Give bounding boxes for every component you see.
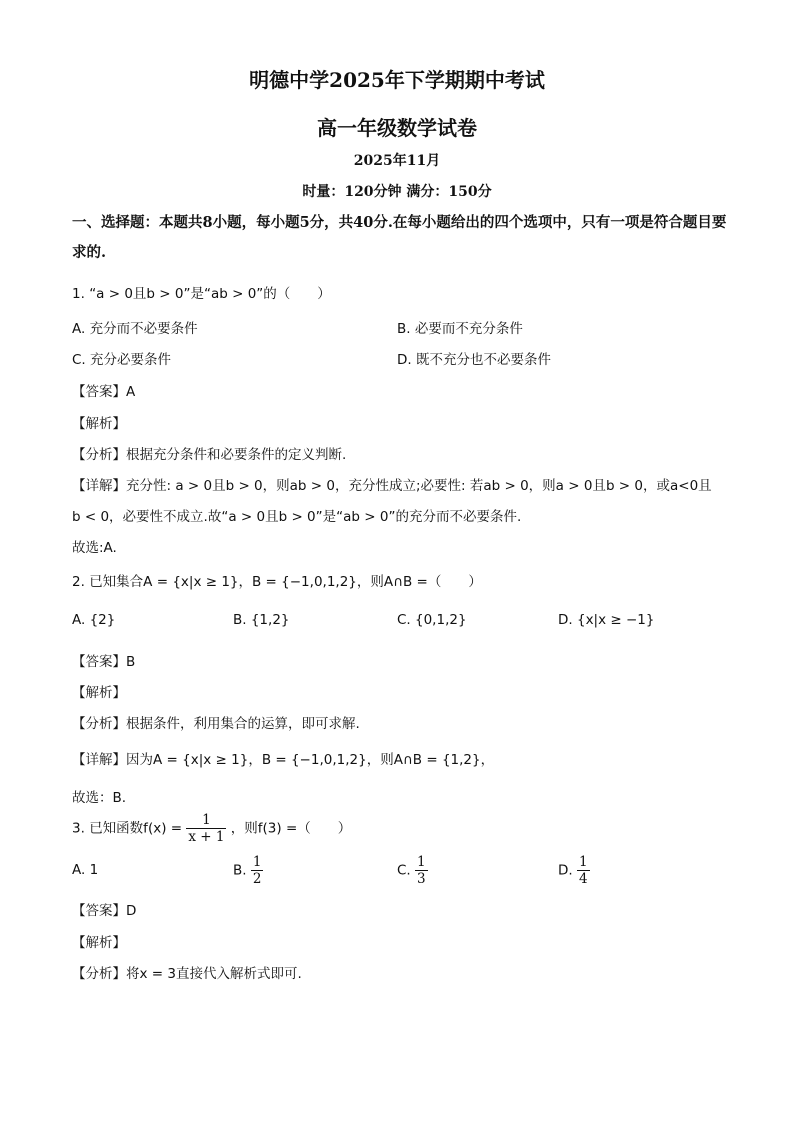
q3-option-d-label: D.	[558, 862, 573, 879]
q2-choose: 故选：B.	[72, 790, 127, 806]
q2-analysis-label: 【解析】	[72, 685, 126, 701]
question-1-text: “a > 0且b > 0”是“ab > 0”的（ ）	[89, 286, 331, 302]
question-3-stem	[72, 812, 351, 845]
exam-subtitle: 高一年级数学试卷	[317, 116, 477, 140]
q3-option-b-fraction	[251, 854, 264, 887]
q1-fenxi: 【分析】根据充分条件和必要条件的定义判断.	[72, 447, 347, 463]
q3-option-b	[233, 854, 263, 887]
fraction-numerator: 1	[417, 854, 426, 870]
q2-fenxi: 【分析】根据条件，利用集合的运算，即可求解.	[72, 716, 360, 732]
q2-option-a: A. {2}	[72, 612, 116, 628]
q3-analysis-label: 【解析】	[72, 935, 126, 951]
fraction-numerator: 1	[252, 854, 262, 870]
q2-answer: 【答案】B	[72, 654, 136, 670]
question-1-stem	[72, 282, 331, 302]
q2-option-c: C. {0,1,2}	[397, 612, 467, 628]
fraction-denominator: 3	[417, 871, 426, 887]
q2-option-b: B. {1,2}	[233, 612, 290, 628]
question-3-prefix: 已知函数f(x) =	[89, 820, 183, 837]
q1-choose: 故选:A.	[72, 540, 117, 556]
q1-option-b: B. 必要而不充分条件	[397, 321, 523, 337]
q3-option-b-label: B.	[233, 862, 247, 879]
fraction-denominator: 4	[578, 871, 588, 887]
q3-option-c-label: C.	[397, 862, 411, 879]
exam-title: 明德中学2025年下学期期中考试	[249, 68, 545, 92]
q3-answer: 【答案】D	[72, 903, 137, 919]
section-heading: 一、选择题：本题共8小题，每小题5分，共40分.在每小题给出的四个选项中，只有一项是符合题目要求的.	[72, 214, 727, 261]
question-3-number: 3.	[72, 820, 85, 837]
q2-option-d: D. {x|x ≥ −1}	[558, 612, 655, 628]
q3-option-d-fraction	[577, 854, 590, 887]
q1-option-c: C. 充分必要条件	[72, 352, 172, 368]
q3-option-a: A. 1	[72, 862, 99, 878]
q1-option-a: A. 充分而不必要条件	[72, 321, 198, 337]
exam-date: 2025年11月	[353, 153, 441, 169]
fraction-numerator: 1	[186, 812, 226, 829]
fraction-denominator: x + 1	[188, 829, 225, 845]
exam-time-score: 时量：120分钟 满分：150分	[302, 184, 492, 200]
q1-analysis-label: 【解析】	[72, 416, 126, 432]
question-2-number: 2.	[72, 574, 85, 590]
question-1-number: 1.	[72, 286, 85, 302]
q3-fenxi: 【分析】将x = 3直接代入解析式即可.	[72, 966, 302, 982]
q1-answer: 【答案】A	[72, 384, 136, 400]
fraction-denominator: 2	[252, 871, 262, 887]
q2-detail: 【详解】因为A = {x|x ≥ 1}，B = {−1,0,1,2}，则A∩B = {1,2}，	[72, 752, 495, 768]
question-3-fraction	[186, 812, 226, 845]
q3-option-c	[397, 854, 428, 887]
question-2-stem	[72, 570, 482, 590]
q1-detail-line-2: b < 0，必要性不成立.故“a > 0且b > 0”是“ab > 0”的充分而不必要条件.	[72, 509, 522, 525]
q3-option-d	[558, 854, 590, 887]
q3-option-c-fraction	[415, 854, 428, 887]
fraction-numerator: 1	[578, 854, 588, 870]
question-3-suffix: ，则f(3) =（ ）	[230, 820, 352, 837]
question-2-text: 已知集合A = {x|x ≥ 1}，B = {−1,0,1,2}，则A∩B =（ ）	[89, 574, 482, 590]
q1-option-d: D. 既不充分也不必要条件	[397, 352, 551, 368]
q1-detail-line-1: 【详解】充分性: a > 0且b > 0，则ab > 0，充分性成立;必要性: 若ab > 0，则a > 0且b > 0，或a<0且	[72, 478, 712, 494]
